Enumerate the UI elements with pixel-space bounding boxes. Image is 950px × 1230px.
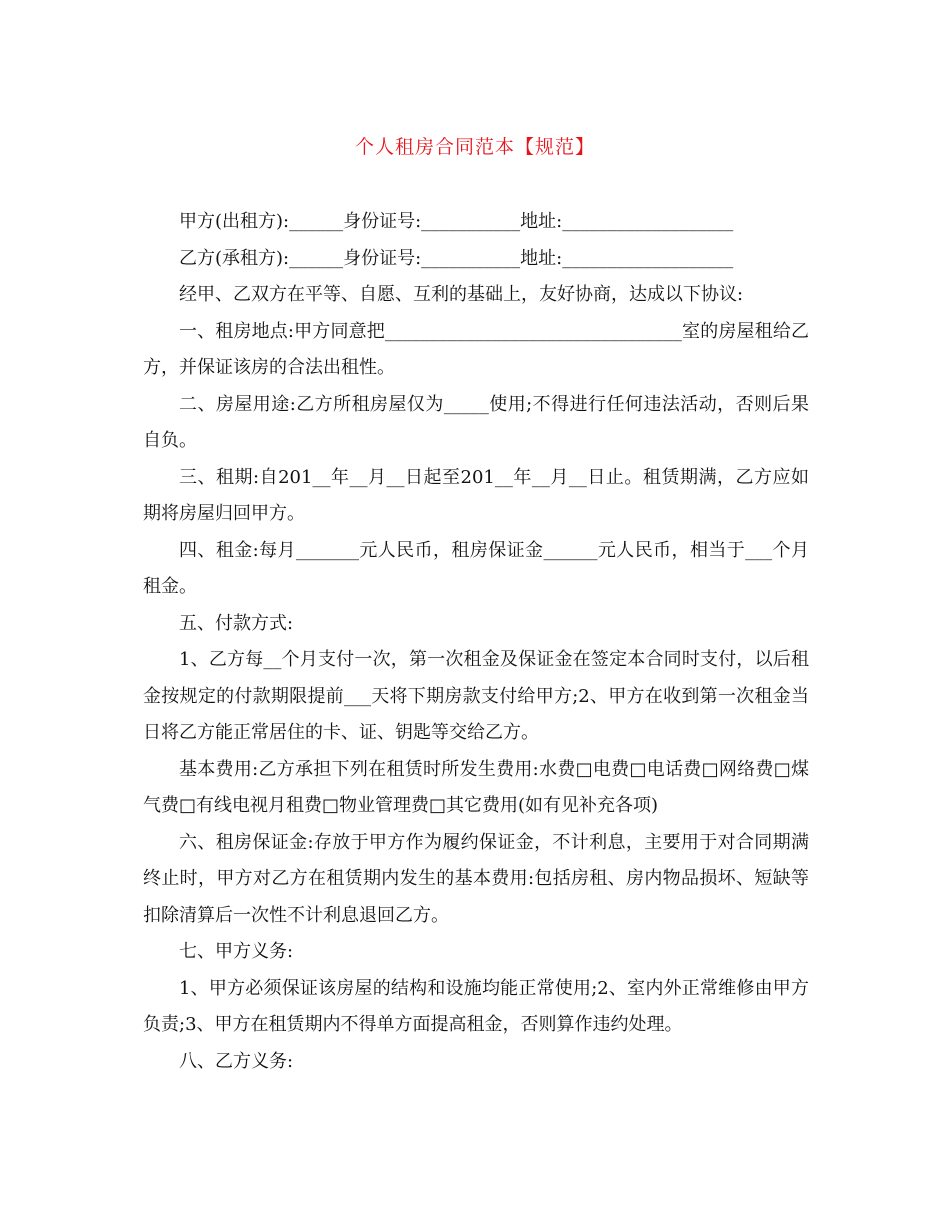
agreement-intro: 经甲、乙双方在平等、自愿、互利的基础上，友好协商，达成以下协议: [179,284,744,305]
clause-location: 一、租房地点:甲方同意把_________________________________室的房屋租给乙方，并保证该房的合法出租性。 [143,320,809,378]
party-a-line: 甲方(出租方):______身份证号:___________地址:___________________ [179,211,734,232]
clause-term: 三、租期:自201__年__月__日起至201__年__月__日止。租赁期满，乙方应如期将房屋归回甲方。 [143,466,809,524]
clause-payment-details: 1、乙方每__个月支付一次，第一次租金及保证金在签定本合同时支付，以后租金按规定的付款期限提前___天将下期房款支付给甲方;2、甲方在收到第一次租金当日将乙方能正常居住的卡、证、钥匙等交给乙方。 [143,649,809,743]
clause-payment-heading: 五、付款方式: [179,612,294,634]
document-body [143,204,809,1080]
party-b-line: 乙方(承租方):______身份证号:___________地址:___________________ [179,247,734,269]
clause-usage: 二、房屋用途:乙方所租房屋仅为_____使用;不得进行任何违法活动，否则后果自负。 [143,393,809,451]
clause-party-a-obligations-heading: 七、甲方义务: [179,941,294,962]
clause-party-a-obligations: 1、甲方必须保证该房屋的结构和设施均能正常使用;2、室内外正常维修由甲方负责;3、甲方在租赁期内不得单方面提高租金，否则算作违约处理。 [143,977,809,1035]
clause-party-b-obligations-heading: 八、乙方义务: [179,1050,294,1072]
clause-basic-fees: 基本费用:乙方承担下列在租赁时所发生费用:水费□电费□电话费□网络费□煤气费□有线电视月租费□物业管理费□其它费用(如有见补充各项) [143,758,809,816]
document-title: 个人租房合同范本【规范】 [354,136,595,158]
clause-rent: 四、租金:每月_______元人民币，租房保证金______元人民币，相当于___个月租金。 [143,539,809,597]
clause-deposit: 六、租房保证金:存放于甲方作为履约保证金，不计利息，主要用于对合同期满终止时，甲方对乙方在租赁期内发生的基本费用:包括房租、房内物品损坏、短缺等扣除清算后一次性不计利息退回乙方。 [143,831,809,926]
